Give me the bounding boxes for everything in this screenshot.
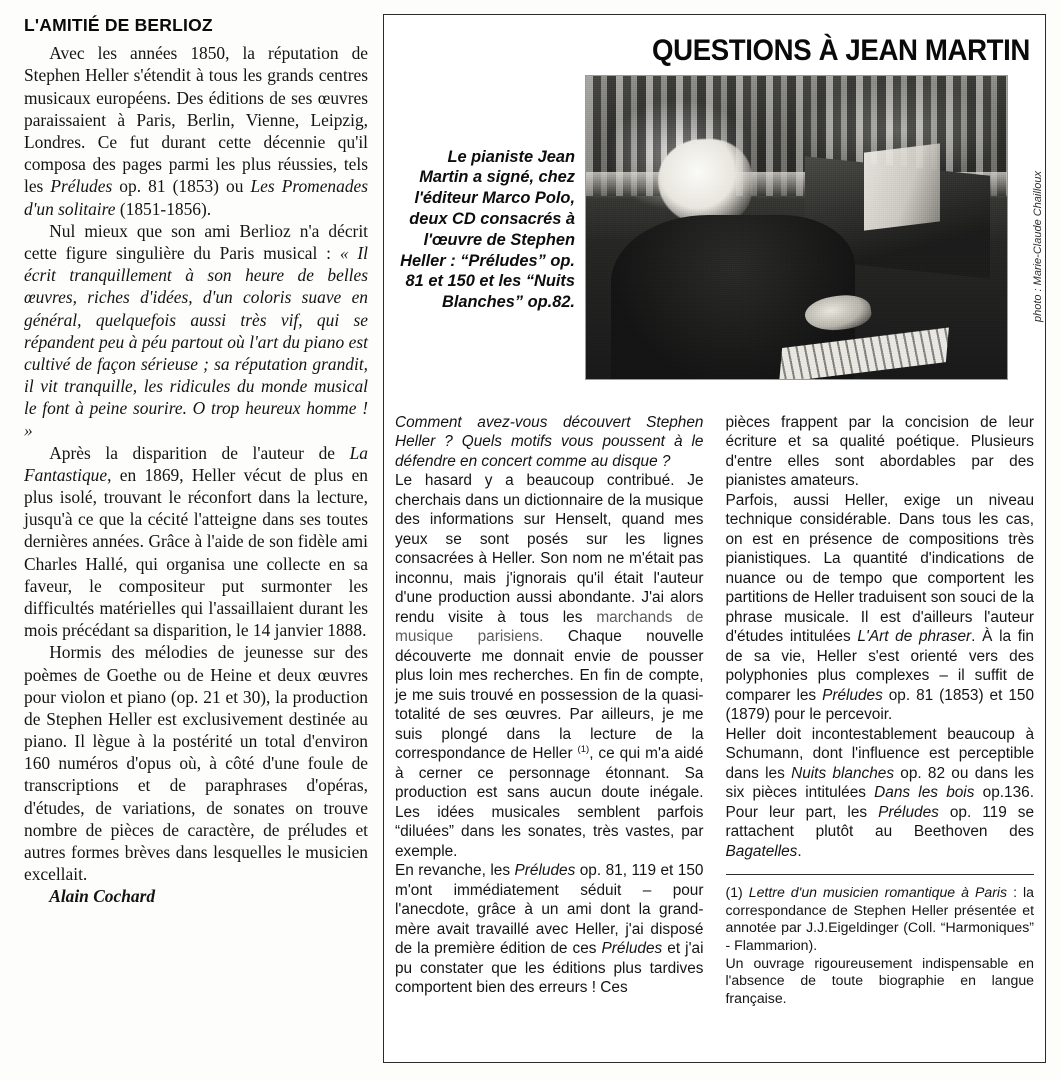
answer2-b: op. 81, 119 et 150 m'ont immédiatement séduit – pour l'anecdote, grâce à un ami dont la grand-mère avait travaillé avec Heller, j'ai disposé de la première édition de ces — [395, 862, 704, 958]
answer1-faded: marchands de musique parisiens. — [395, 608, 704, 646]
interview-answer-1 — [395, 471, 704, 861]
answer5-b: op. 82 ou dans les six pièces intitulées — [725, 764, 1034, 802]
footnote-line-1 — [726, 884, 1035, 954]
photo-credit: photo : Marie-Claude Chailloux — [1032, 170, 1044, 322]
photo-and-caption-row — [395, 75, 1044, 383]
interview-panel-inner — [384, 15, 1045, 1062]
panel-title: QUESTIONS À JEAN MARTIN — [652, 34, 1030, 67]
article-paragraph-4: Hormis des mélodies de jeunesse sur des poèmes de Goethe ou de Heine et deux œuvres pour violon et piano (op. 21 et 30), la production de Stephen Heller est exclusivement destinée au piano. Il lègue à la postérité un total d'environ 160 numéros d'opus où, à côté d'une foule de transcriptions et de paraphrases d'opéras, d'études, de variations, de sonates on trouve nombre de pièces de caractère, de préludes et autres formes brèves dans lesquelles le musicien excellait. — [24, 642, 368, 885]
left-article-column — [24, 16, 368, 1062]
interview-answer-4 — [726, 491, 1035, 725]
answer1-b: Chaque nouvelle découverte me donnait envie de pousser plus loin mes recherches. En fin de compte, je me suis trouvé en possession de la quasi-totalité de ses œuvres. Par ailleurs, je me suis plongé dans la lecture de la correspondance de Heller — [395, 628, 704, 763]
answer2-a: En revanche, les — [395, 862, 515, 880]
answer2-title-2: Préludes — [601, 940, 663, 958]
article-byline: Alain Cochard — [49, 886, 156, 907]
p1-text-a: Avec les années 1850, la réputation de Stephen Heller s'étendit à tous les grands centres musicaux européens. Des éditions de ses œuvres paraissaient à Paris, Berlin, Vienne, Leipzig, Londres. Ce fut durant cette décennie qu'il composa des pages parmi les plus réussies, tels les — [24, 43, 368, 197]
p2-lead: Nul mieux que son ami Berlioz n'a décrit cette figure singulière du Paris musical : — [24, 220, 368, 263]
p3-text: , en 1869, Heller vécut de plus en plus isolé, trouvant le réconfort dans la lecture, jusqu'à ce que la cécité l'atteigne dans ses toutes dernières années. Grâce à l'aide de son fidèle ami Charles Hallé, qui organisa une collecte en sa faveur, le compositeur put surmonter les difficultés matérielles qui l'assaillaient durant les mois précédant sa disparition, le 14 janvier 1888. — [24, 464, 368, 641]
p1-title-preludes: Préludes — [50, 176, 113, 197]
interview-column-right — [726, 413, 1035, 1056]
footnote-marker: (1) — [577, 744, 590, 756]
pianist-photo — [585, 75, 1008, 380]
footnote-divider — [726, 874, 1035, 875]
interview-answer-5 — [726, 725, 1035, 861]
p3-title-fantastique: La Fantastique — [24, 442, 368, 485]
answer4-title-preludes: Préludes — [822, 686, 883, 704]
photo-caption: Le pianiste Jean Martin a signé, chez l'éditeur Marco Polo, deux CD consacrés à l'œuvre de Stephen Heller : “Préludes” op. 81 et 150 et les “Nuits Blanches” op.82. — [400, 147, 575, 312]
p1-text-c: (1851-1856). — [115, 198, 212, 219]
answer5-title-bois: Dans les bois — [874, 784, 975, 802]
answer5-title-bagatelles: Bagatelles — [725, 842, 798, 860]
article-paragraph-3 — [24, 442, 368, 642]
footnote-title: Lettre d'un musicien romantique à Paris — [748, 884, 1008, 901]
answer4-title-art: L'Art de phraser — [857, 628, 972, 646]
article-paragraph-2 — [24, 220, 368, 442]
p1-text-b: op. 81 (1853) ou — [112, 176, 251, 197]
p3-lead: Après la disparition de l'auteur de — [49, 442, 350, 463]
berlioz-quote: « Il écrit tranquillement à son heure de belles œuvres, riches d'idées, d'un coloris suave en général, quelquefois aussi très vif, qui se répandent peu à péu partout où l'art du piano est cultivé de façon sérieuse ; sa réputation grandit, il vit tranquille, les ridicules du monde musical le font à peine sourire. O trop heureux homme ! » — [24, 242, 368, 441]
interview-answer-2 — [395, 861, 704, 997]
footnote-number: (1) — [725, 884, 743, 901]
answer1-c: , ce qui m'a aidé à cerner ce personnage étonnant. Sa production est sans aucun doute inégale. Les idées musicales semblent parfois “diluées” dans les sonates, très vastes, par exemple. — [395, 745, 704, 860]
halftone-grain — [586, 76, 1007, 379]
answer1-a: Le hasard y a beaucoup contribué. Je cherchais dans un dictionnaire de la musique des informations sur Henselt, quand mes yeux se sont posés sur les lignes consacrées à Heller. Son nom ne m'était pas inconnu, mais j'ignorais qu'il était l'auteur d'une production aussi abondante. J'ai alors rendu visite à tous les — [395, 472, 704, 626]
answer5-title-preludes: Préludes — [878, 803, 939, 821]
answer5-title-nuits: Nuits blanches — [791, 764, 895, 782]
footnote-text-a: : la correspondance de Stephen Heller présentée et annotée par J.J.Eigeldinger (Coll. “Harmoniques” - Flammarion). — [725, 884, 1034, 953]
article-heading: L'AMITIÉ DE BERLIOZ — [24, 15, 213, 35]
answer5-c: op.136. Pour leur part, les — [725, 784, 1034, 821]
footnote-line-2: Un ouvrage rigoureusement indispensable en l'absence de toute biographie en langue française. — [725, 954, 1034, 1006]
answer4-c: op. 81 (1853) et 150 (1879) pour le percevoir. — [725, 686, 1035, 724]
p1-title-promenades: Les Promenades d'un solitaire — [24, 176, 369, 219]
photo-wrapper — [585, 75, 1044, 380]
article-paragraph-1 — [24, 42, 368, 220]
footnote-block — [726, 884, 1035, 1007]
answer2-title-1: Préludes — [514, 862, 576, 880]
interview-panel — [383, 14, 1046, 1063]
answer4-b: . À la fin de sa vie, Heller s'est orienté vers des polyphonies plus complexes – il suffit de comparer les — [725, 628, 1034, 704]
answer4-a: Parfois, aussi Heller, exige un niveau technique considérable. Dans tous les cas, on est en présence de compositions très pianistiques. La quantité d'indications de nuance ou de tempo que comportent les partitions de Heller traduisent son souci de la phrase musicale. Il est d'ailleurs l'auteur d'études intitulées — [725, 491, 1034, 646]
answer5-d: op. 119 se rattachent plutôt au Beethoven des — [725, 803, 1035, 841]
interview-answer-3: pièces frappent par la concision de leur écriture et sa qualité poétique. Plusieurs d'entre elles sont abordables par des pianistes amateurs. — [725, 414, 1034, 490]
interview-columns — [395, 413, 1034, 1056]
answer5-e: . — [797, 842, 802, 860]
answer5-a: Heller doit incontestablement beaucoup à Schumann, dont l'influence est perceptible dans les — [725, 725, 1034, 782]
interview-column-left — [395, 413, 704, 1056]
interview-question: Comment avez-vous découvert Stephen Heller ? Quels motifs vous poussent à le défendre en concert comme au disque ? — [395, 414, 704, 470]
answer2-c: et j'ai pu constater que les éditions plus tardives comportent bien des erreurs ! Ces — [395, 940, 704, 997]
